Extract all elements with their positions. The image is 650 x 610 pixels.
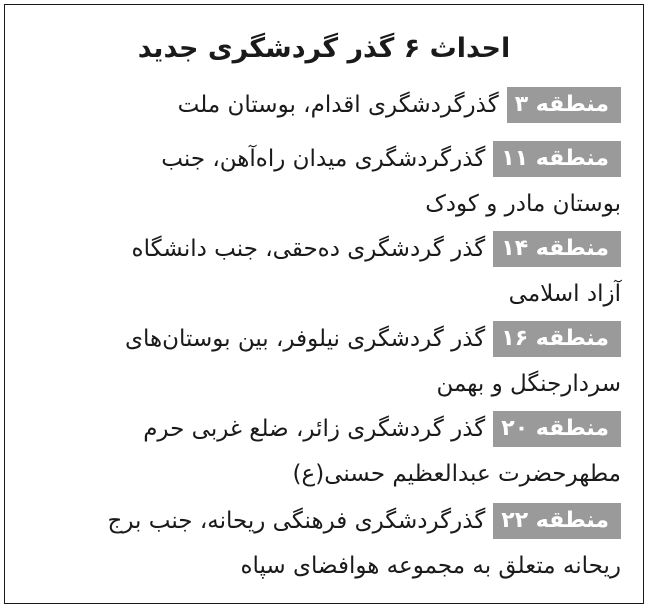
entry-district-20 <box>25 407 621 497</box>
entry-line-1 <box>25 407 621 452</box>
entry-line-1 <box>25 227 621 272</box>
district-badge: منطقه ۳ <box>507 87 621 123</box>
entry-line-1 <box>25 317 621 362</box>
entry-text: گذرگردشگری میدان راه‌آهن، جنب <box>161 146 486 172</box>
entry-text: گذرگردشگری اقدام، بوستان ملت <box>177 92 499 118</box>
entry-line-2: سردارجنگل و بهمن <box>436 371 621 397</box>
entry-text: گذر گردشگری زائر، ضلع غربی حرم <box>143 416 486 442</box>
entry-line-1 <box>25 499 621 544</box>
district-badge: منطقه ۲۲ <box>493 503 621 539</box>
entry-text: گذر گردشگری نیلوفر، بین بوستان‌های <box>125 326 486 352</box>
entry-line-2: ریحانه متعلق به مجموعه هوافضای سپاه <box>240 553 621 579</box>
entry-text: گذر گردشگری ده‌حقی، جنب دانشگاه <box>131 236 486 262</box>
entry-line-2: مطهرحضرت عبدالعظیم حسنی(ع) <box>292 461 621 487</box>
entry-district-3 <box>25 83 621 128</box>
entry-line-2: آزاد اسلامی <box>508 281 621 307</box>
entry-line-1 <box>25 137 621 182</box>
infobox-title: احداث ۶ گذر گردشگری جدید <box>137 33 511 64</box>
district-badge: منطقه ۲۰ <box>493 411 621 447</box>
infobox-frame <box>4 4 644 604</box>
entry-line-1 <box>25 83 621 128</box>
district-badge: منطقه ۱۴ <box>493 231 621 267</box>
entry-district-16 <box>25 317 621 407</box>
entry-line-2: بوستان مادر و کودک <box>425 191 621 217</box>
district-badge: منطقه ۱۶ <box>493 321 621 357</box>
entry-text: گذرگردشگری فرهنگی ریحانه، جنب برج <box>107 508 486 534</box>
entry-district-11 <box>25 137 621 227</box>
entry-district-22 <box>25 499 621 589</box>
district-badge: منطقه ۱۱ <box>493 141 621 177</box>
entry-district-14 <box>25 227 621 317</box>
